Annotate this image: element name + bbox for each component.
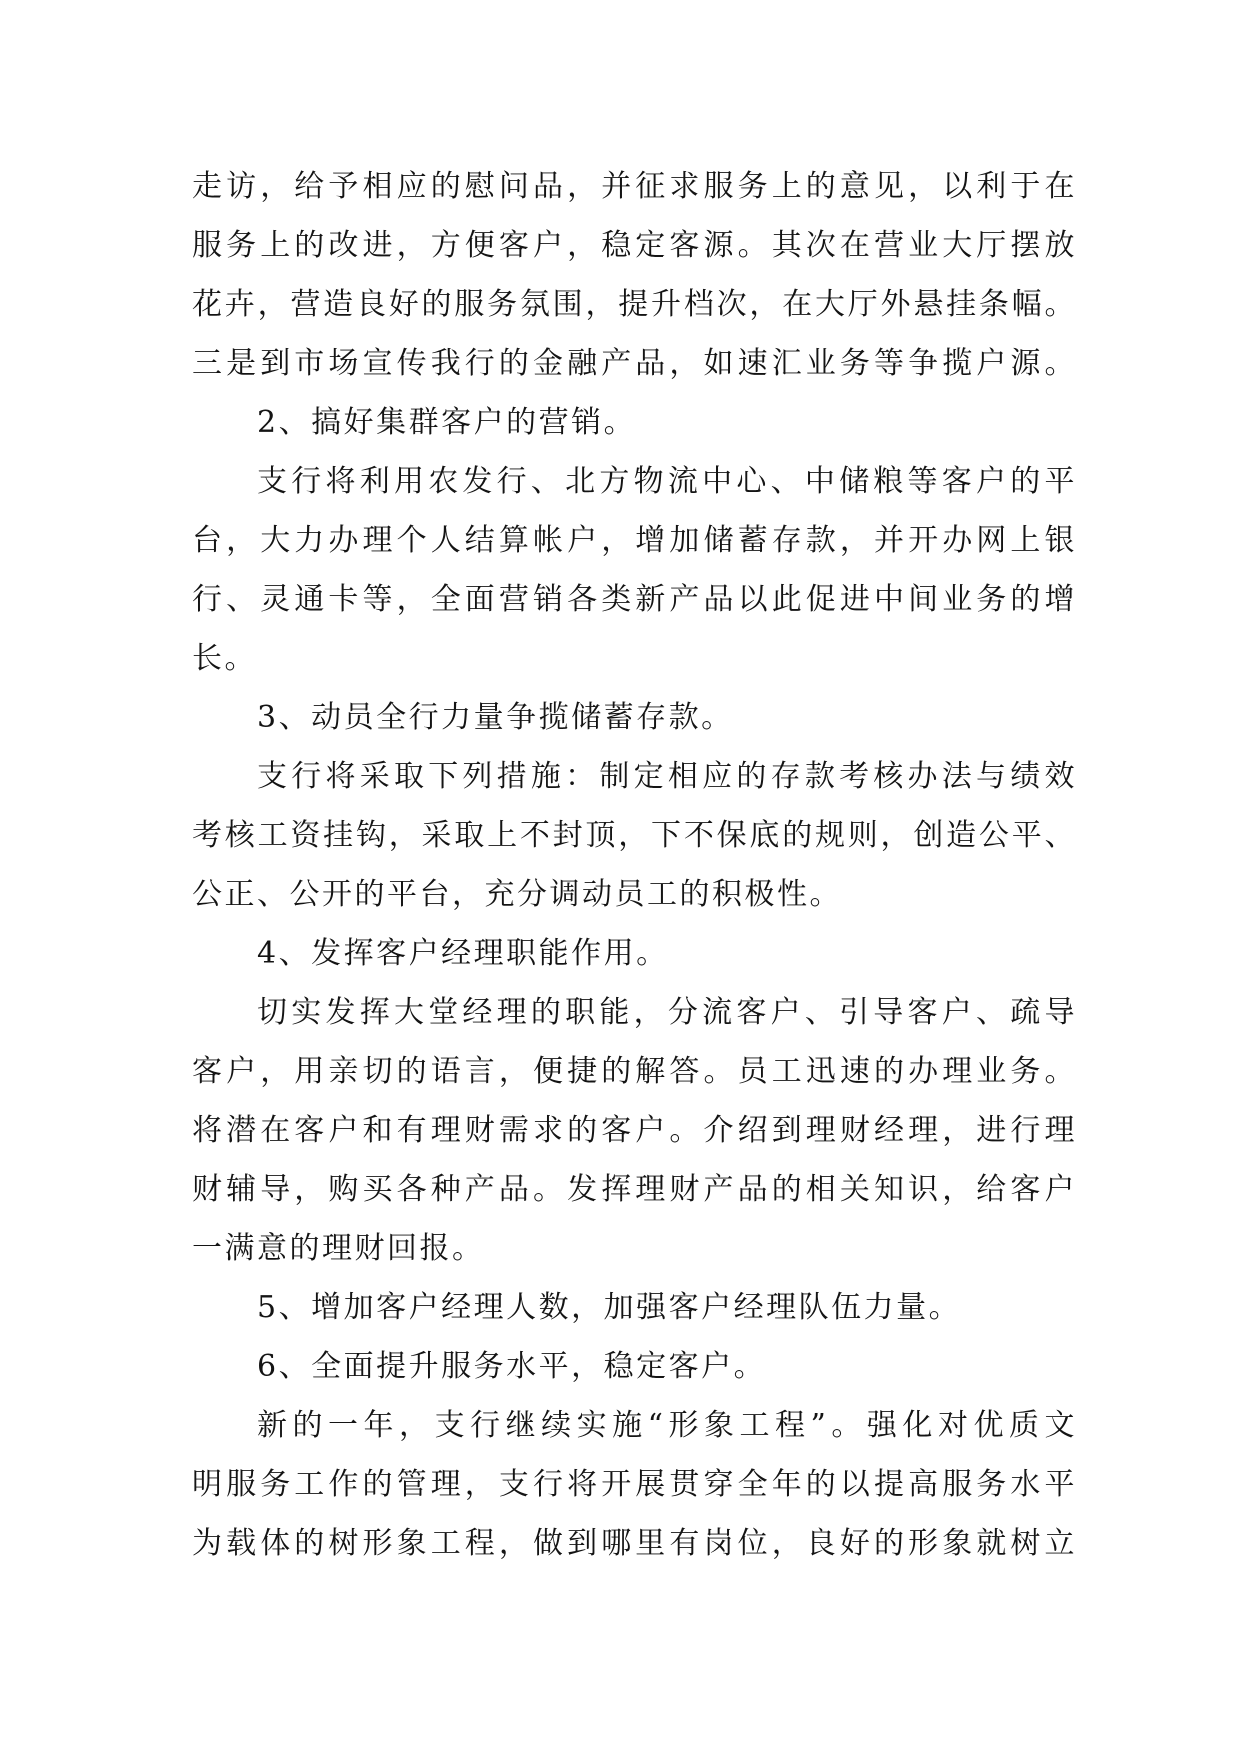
text-line: 新的一年，支行继续实施“形象工程”。强化对优质文 xyxy=(257,1408,1077,1443)
text-line: 明服务工作的管理，支行将开展贯穿全年的以提高服务水平 xyxy=(192,1467,1077,1502)
section-heading xyxy=(192,1278,1077,1337)
text-line: 走访，给予相应的慰问品，并征求服务上的意见，以利于在 xyxy=(192,169,1077,204)
paragraph xyxy=(192,1396,1077,1573)
text-line: 三是到市场宣传我行的金融产品，如速汇业务等争揽户源。 xyxy=(192,346,1077,381)
section-heading xyxy=(192,688,1077,747)
text-line: 客户，用亲切的语言，便捷的解答。员工迅速的办理业务。 xyxy=(192,1054,1077,1089)
text-line: 一满意的理财回报。 xyxy=(192,1231,485,1266)
text-line: 服务上的改进，方便客户，稳定客源。其次在营业大厅摆放 xyxy=(192,228,1077,263)
text-line: 花卉，营造良好的服务氛围，提升档次，在大厅外悬挂条幅。 xyxy=(192,287,1077,322)
text-line: 将潜在客户和有理财需求的客户。介绍到理财经理，进行理 xyxy=(192,1113,1077,1148)
paragraph xyxy=(192,747,1077,924)
text-line: 台，大力办理个人结算帐户，增加储蓄存款，并开办网上银 xyxy=(192,523,1077,558)
text-line: 3、动员全行力量争揽储蓄存款。 xyxy=(257,700,734,735)
document-body xyxy=(192,157,1077,1573)
text-line: 2、搞好集群客户的营销。 xyxy=(257,405,637,440)
text-line: 5、增加客户经理人数，加强客户经理队伍力量。 xyxy=(257,1290,962,1325)
text-line: 支行将采取下列措施：制定相应的存款考核办法与绩效 xyxy=(257,759,1077,794)
paragraph xyxy=(192,157,1077,393)
text-line: 公正、公开的平台，充分调动员工的积极性。 xyxy=(192,877,842,912)
text-line: 切实发挥大堂经理的职能，分流客户、引导客户、疏导 xyxy=(257,995,1077,1030)
text-line: 为载体的树形象工程，做到哪里有岗位，良好的形象就树立 xyxy=(192,1526,1077,1561)
text-line: 长。 xyxy=(192,641,257,676)
text-line: 4、发挥客户经理职能作用。 xyxy=(257,936,669,971)
section-heading xyxy=(192,924,1077,983)
section-heading xyxy=(192,1337,1077,1396)
text-line: 行、灵通卡等，全面营销各类新产品以此促进中间业务的增 xyxy=(192,582,1077,617)
paragraph xyxy=(192,983,1077,1278)
text-line: 财辅导，购买各种产品。发挥理财产品的相关知识，给客户 xyxy=(192,1172,1077,1207)
text-line: 支行将利用农发行、北方物流中心、中储粮等客户的平 xyxy=(257,464,1077,499)
paragraph xyxy=(192,452,1077,688)
text-line: 考核工资挂钩，采取上不封顶，下不保底的规则，创造公平、 xyxy=(192,818,1077,853)
section-heading xyxy=(192,393,1077,452)
text-line: 6、全面提升服务水平，稳定客户。 xyxy=(257,1349,767,1384)
